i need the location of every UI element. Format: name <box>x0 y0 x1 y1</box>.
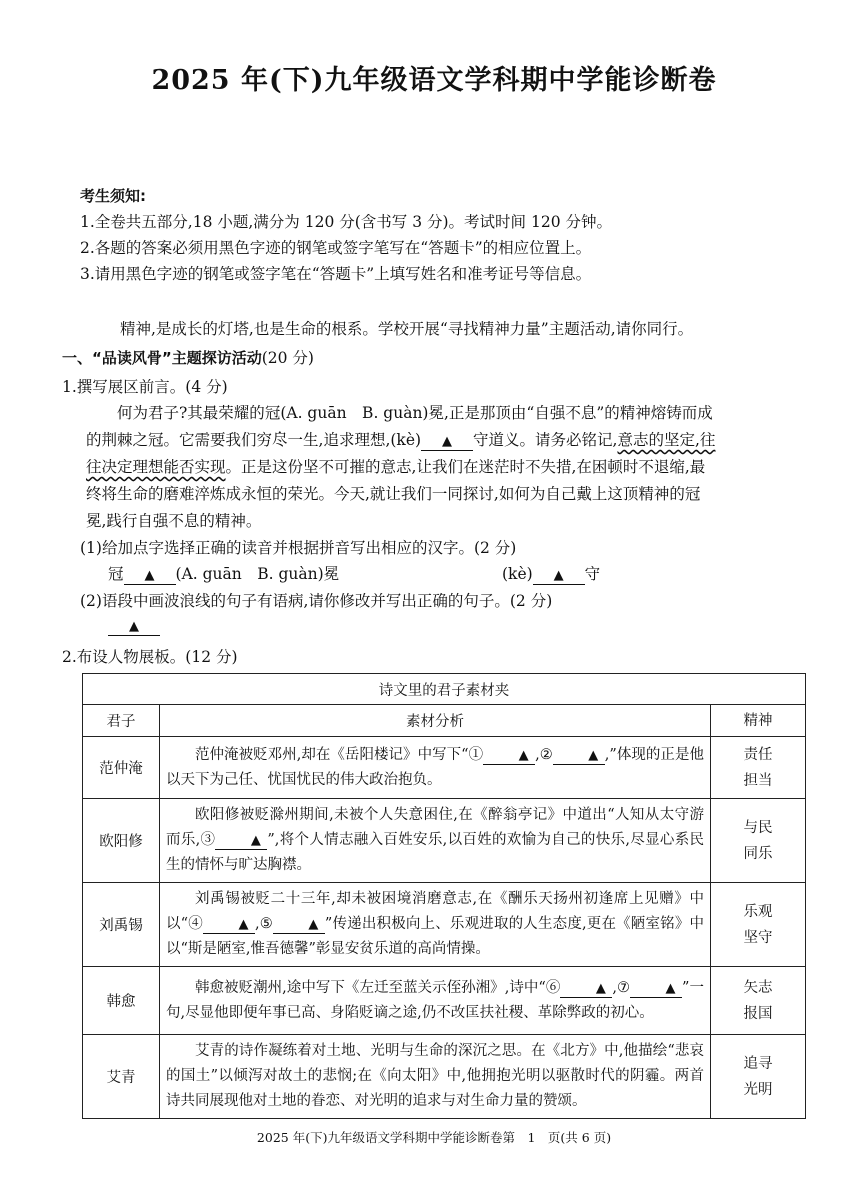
table-caption: 诗文里的君子素材夹 <box>83 674 806 705</box>
table-row: 范仲淹 范仲淹被贬邓州,却在《岳阳楼记》中写下“① ▲ ,② ▲ ,”体现的正是他以天下为己任、忧国忧民的伟大政治抱负。 责任 担当 <box>83 737 806 799</box>
candidate-notice <box>80 183 612 287</box>
table-row: 艾青 艾青的诗作凝练着对土地、光明与生命的深沉之思。在《北方》中,他描绘“悲哀的国土”以倾泻对故土的悲悯;在《向太阳》中,他拥抱光明以驱散时代的阴霾。两首诗共同展现他对土地的眷恋、对光明的追求与对生命力量的赞颂。 追寻 光明 <box>83 1035 806 1119</box>
sub-question-2: (2)语段中画波浪线的句子有语病,请你修改并写出正确的句子。(2 分) <box>80 592 553 610</box>
section-title: 一、“品读风骨”主题探访活动 <box>62 349 262 367</box>
answer-blank[interactable]: ▲ <box>273 916 325 934</box>
intro-paragraph: 精神,是成长的灯塔,也是生命的根系。学校开展“寻找精神力量”主题活动,请你同行。 <box>120 320 694 338</box>
wavy-sentence: 往决定理想能否实现 <box>86 458 226 476</box>
answer-blank[interactable]: ▲ <box>108 617 160 636</box>
page-footer: 2025 年(下)九年级语文学科期中学能诊断卷第 1 页(共 6 页) <box>256 1130 612 1145</box>
material-table <box>82 673 806 1119</box>
notice-item: 3.请用黑色字迹的钢笔或签字笔在“答题卡”上填写姓名和准考证号等信息。 <box>80 265 592 283</box>
notice-item: 2.各题的答案必须用黑色字迹的钢笔或签字笔写在“答题卡”的相应位置上。 <box>80 239 592 257</box>
answer-blank[interactable]: ▲ <box>630 980 682 998</box>
answer-blank[interactable]: ▲ <box>215 832 267 850</box>
section-score: (20 分) <box>261 349 314 367</box>
answer-line-1b: (kè) ▲ 守 <box>502 565 601 583</box>
table-row: 欧阳修 欧阳修被贬滁州期间,未被个人失意困住,在《醉翁亭记》中道出“人知从太守游而乐,③ ▲ ”,将个人情志融入百姓安乐,以百姓的欢愉为自己的快乐,尽显心系民生的情怀与旷达胸襟。 与民 同乐 <box>83 799 806 883</box>
question-2-title: 2.布设人物展板。(12 分) <box>62 648 238 666</box>
question-1-passage: 何为君子?其最荣耀的冠(A. guān B. guàn)冕,正是那顶由“自强不息”的精神熔铸而成 的荆棘之冠。它需要我们穷尽一生,追求理想,(kè) ▲ 守道义。请务必铭记,意志的坚定,往 往决定理想能否实现。正是这份坚不可摧的意志,让我们在迷茫时不失措,在困顿时不退缩,最 终将生命的磨难淬炼成永恒的荣光。今天,就让我们一同探讨,如何为自己戴上这顶精神的冠 冕,践行自强不息的精神。 <box>86 404 716 530</box>
answer-blank[interactable]: ▲ <box>124 566 176 585</box>
notice-heading: 考生须知: <box>80 187 146 205</box>
answer-blank[interactable]: ▲ <box>483 747 535 765</box>
dotted-char: 冠 <box>264 404 281 422</box>
table-header: 精神 <box>711 705 806 737</box>
table-row: 韩愈 韩愈被贬潮州,途中写下《左迁至蓝关示侄孙湘》,诗中“⑥ ▲ ,⑦ ▲ ”一句,尽显他即便年事已高、身陷贬谪之途,仍不改匡扶社稷、革除弊政的初心。 矢志 报国 <box>83 967 806 1035</box>
answer-blank[interactable]: ▲ <box>533 566 585 585</box>
answer-blank[interactable]: ▲ <box>560 980 612 998</box>
answer-blank[interactable]: ▲ <box>203 916 255 934</box>
answer-line-1: 冠 ▲ (A. guān B. guàn)冕 <box>108 565 340 583</box>
notice-item: 1.全卷共五部分,18 小题,满分为 120 分(含书写 3 分)。考试时间 120 分钟。 <box>80 213 612 231</box>
exam-title: 2025 年(下)九年级语文学科期中学能诊断卷 <box>151 65 717 96</box>
answer-blank[interactable]: ▲ <box>421 432 473 451</box>
answer-blank[interactable]: ▲ <box>553 747 605 765</box>
sub-question-1: (1)给加点字选择正确的读音并根据拼音写出相应的汉字。(2 分) <box>80 539 517 557</box>
table-header: 素材分析 <box>160 705 711 737</box>
answer-line-2 <box>108 616 160 636</box>
wavy-sentence: 意志的坚定,往 <box>617 431 716 449</box>
question-1-title: 1.撰写展区前言。(4 分) <box>62 378 228 396</box>
table-row: 刘禹锡 刘禹锡被贬二十三年,却未被困境消磨意志,在《酬乐天扬州初逢席上见赠》中以“④ ▲ ,⑤ ▲ ”传递出积极向上、乐观进取的人生态度,更在《陋室铭》中以“斯是陋室,惟吾德馨”彰显安贫乐道的高尚情操。 乐观 坚守 <box>83 883 806 967</box>
section-heading <box>62 346 314 368</box>
table-header: 君子 <box>83 705 160 737</box>
dotted-char: 尽 <box>272 431 288 449</box>
